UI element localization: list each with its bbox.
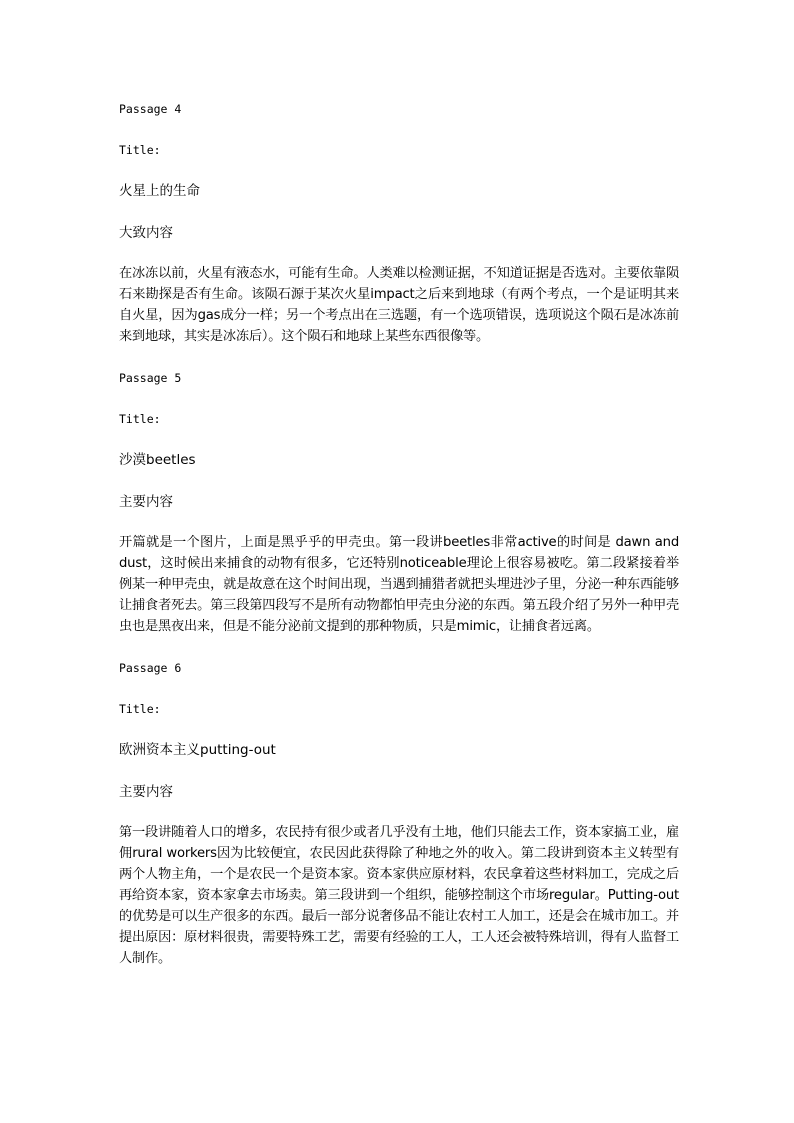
passage-subject: 欧洲资本主义putting-out bbox=[119, 742, 276, 758]
passage-number-label: Passage 5 bbox=[119, 371, 182, 385]
title-label: Title: bbox=[119, 143, 161, 157]
title-label: Title: bbox=[119, 702, 161, 716]
passage-subject: 沙漠beetles bbox=[119, 452, 196, 468]
passage-paragraph: 第一段讲随着人口的增多，农民持有很少或者几乎没有土地，他们只能去工作，资本家搞工业，雇佣rural workers因为比较便宜，农民因此获得除了种地之外的收入。第二段讲到资本主义转型有两个人物主角，一个是农民一个是资本家。资本家供应原材料，农民拿着这些材料加工，完成之后再给资本家，资本家拿去市场卖。第三段讲到一个组织，能够控制这个市场regular。Putting-out的优势是可以生产很多的东西。最后一部分说奢侈品不能让农村工人加工，还是会在城市加工。并提出原因：原材料很贵，需要特殊工艺，需要有经验的工人，工人还会被特殊培训，得有人监督工人制作。 bbox=[119, 825, 679, 966]
passage-6 bbox=[119, 659, 679, 969]
title-label: Title: bbox=[119, 412, 161, 426]
passage-paragraph: 开篇就是一个图片，上面是黑乎乎的甲壳虫。第一段讲beetles非常active的时间是 dawn and dust，这时候出来捕食的动物有很多，它还特别noticeable理论上很容易被吃。第二段紧接着举例某一种甲壳虫，就是故意在这个时间出现，当遇到捕猎者就把头埋进沙子里，分泌一种东西能够让捕食者死去。第三段第四段写不是所有动物都怕甲壳虫分泌的东西。第五段介绍了另外一种甲壳虫也是黑夜出来，但是不能分泌前文提到的那种物质，只是mimic，让捕食者远离。 bbox=[119, 535, 679, 634]
passage-subject: 火星上的生命 bbox=[119, 183, 200, 199]
passage-4 bbox=[119, 100, 679, 347]
passage-paragraph: 在冰冻以前，火星有液态水，可能有生命。人类难以检测证据，不知道证据是否选对。主要依靠陨石来勘探是否有生命。该陨石源于某次火星impact之后来到地球（有两个考点，一个是证明其来自火星，因为gas成分一样；另一个考点出在三选题，有一个选项错误，选项说这个陨石是冰冻前来到地球，其实是冰冻后）。这个陨石和地球上某些东西很像等。 bbox=[119, 266, 679, 344]
content-heading: 大致内容 bbox=[119, 225, 173, 241]
passage-5 bbox=[119, 369, 679, 637]
passage-number-label: Passage 4 bbox=[119, 102, 182, 116]
content-heading: 主要内容 bbox=[119, 784, 173, 800]
document-page bbox=[119, 100, 679, 969]
content-heading: 主要内容 bbox=[119, 494, 173, 510]
passage-number-label: Passage 6 bbox=[119, 661, 182, 675]
